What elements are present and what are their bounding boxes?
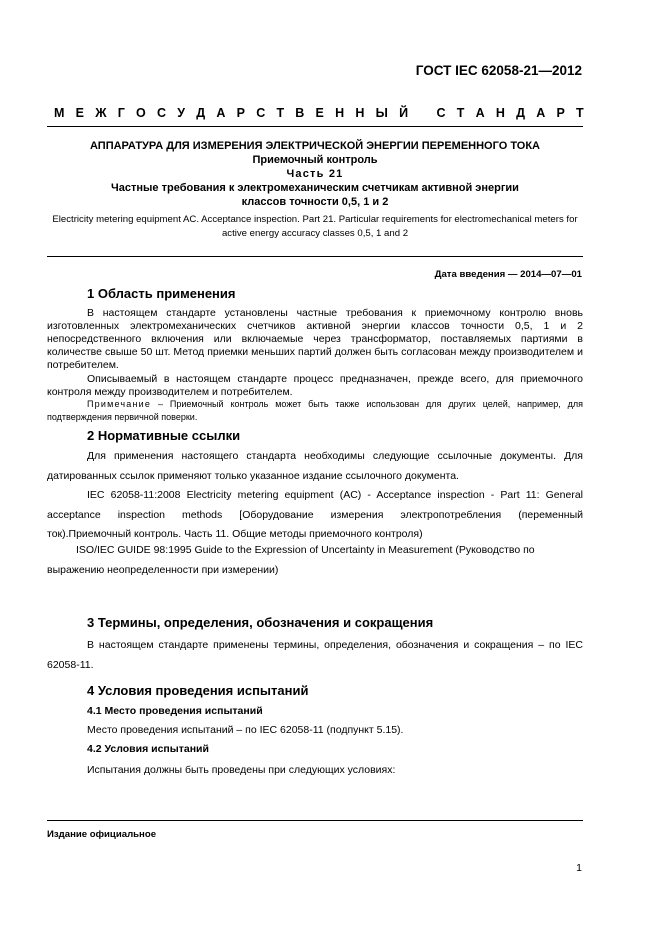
interstate-letter: М bbox=[54, 106, 65, 120]
interstate-letter: Т bbox=[276, 106, 285, 120]
interstate-standard-banner bbox=[54, 106, 584, 120]
reference-iec-62058-11: IEC 62058-11:2008 Electricity metering equipment (AC) - Acceptance inspection - Part 11: General acceptance inspection methods [Оборудование измерения электропотребления (переменный ток).Приемочный контроль. Часть 11. Общие методы приемочного контроля) bbox=[47, 489, 583, 540]
title-line-4: Частные требования к электромеханическим счетчикам активной энергии bbox=[111, 182, 519, 194]
section-1-paragraph-2: Описываемый в настоящем стандарте процесс предназначен, прежде всего, для приемочного контроля между производителем и потребителем. bbox=[47, 373, 583, 398]
title-line-5: классов точности 0,5, 1 и 2 bbox=[241, 196, 389, 208]
interstate-letter: О bbox=[136, 106, 146, 120]
interstate-letter: В bbox=[295, 106, 305, 120]
header-rule bbox=[47, 126, 583, 127]
section-1-note bbox=[47, 398, 583, 423]
interstate-letter: Р bbox=[236, 106, 245, 120]
page-number: 1 bbox=[576, 862, 582, 874]
title-line-2: Приемочный контроль bbox=[252, 154, 378, 166]
english-title: Electricity metering equipment AC. Acceptance inspection. Part 21. Particular requirements for electromechanical meters for active energy accuracy classes 0,5, 1 and 2 bbox=[52, 214, 578, 239]
interstate-letter: Р bbox=[556, 106, 565, 120]
footer-rule bbox=[47, 820, 583, 821]
section-4-heading: 4 Условия проведения испытаний bbox=[87, 683, 309, 698]
subsection-4-1-heading: 4.1 Место проведения испытаний bbox=[87, 705, 263, 717]
interstate-letter: Д bbox=[516, 106, 526, 120]
standard-number: ГОСТ IEC 62058-21—2012 bbox=[415, 63, 582, 78]
interstate-letter: Й bbox=[399, 106, 409, 120]
section-3-paragraph-1: В настоящем стандарте применены термины, определения, обозначения и сокращения – по IEC 62058-11. bbox=[47, 639, 583, 671]
section-2-paragraph-1: Для применения настоящего стандарта необходимы следующие ссылочные документы. Для датированных ссылок применяют только указанное издание ссылочного документа. bbox=[47, 450, 583, 482]
interstate-letter: А bbox=[475, 106, 485, 120]
official-edition-label: Издание официальное bbox=[47, 829, 157, 840]
reference-iso-guide-line-1: ISO/IEC GUIDE 98:1995 Guide to the Expression of Uncertainty in Measurement (Руководство по bbox=[76, 544, 535, 556]
interstate-letter: Т bbox=[456, 106, 465, 120]
section-1-paragraph-1: В настоящем стандарте установлены частные требования к приемочному контролю вновь изготовленных электромеханических счетчиков активной энергии классов точности 0,5, 1 и 2 непосредственного включения или включаемые через трансформатор, поставляемых партиями в количестве свыше 50 шт. Метод приемки меньших партий должен быть согласован между производителем и потребителем. bbox=[47, 307, 583, 371]
interstate-letter: С bbox=[256, 106, 266, 120]
interstate-letter: Е bbox=[315, 106, 324, 120]
interstate-letter: Т bbox=[576, 106, 584, 120]
interstate-letter: Д bbox=[196, 106, 206, 120]
subsection-4-2-text: Испытания должны быть проведены при следующих условиях: bbox=[87, 764, 396, 776]
interstate-letter: А bbox=[216, 106, 226, 120]
interstate-letter: Ы bbox=[375, 106, 388, 120]
section-1-heading: 1 Область применения bbox=[87, 286, 236, 301]
interstate-letter: Н bbox=[495, 106, 505, 120]
reference-iso-guide-line-2: выражению неопределенности при измерении) bbox=[47, 564, 279, 576]
title-line-1: АППАРАТУРА ДЛЯ ИЗМЕРЕНИЯ ЭЛЕКТРИЧЕСКОЙ ЭНЕРГИИ ПЕРЕМЕННОГО ТОКА bbox=[90, 140, 540, 152]
section-3-heading: 3 Термины, определения, обозначения и сокращения bbox=[87, 615, 434, 630]
subsection-4-1-text: Место проведения испытаний – по IEC 62058-11 (подпункт 5.15). bbox=[87, 724, 404, 736]
interstate-letter: Н bbox=[355, 106, 365, 120]
section-2-heading: 2 Нормативные ссылки bbox=[87, 428, 241, 443]
note-text: – Приемочный контроль может быть также использован для других целей, например, для подтверждения первичной поверки. bbox=[47, 399, 583, 422]
title-line-3: Часть 21 bbox=[286, 168, 344, 180]
interstate-letter: А bbox=[536, 106, 546, 120]
title-rule bbox=[47, 256, 583, 257]
interstate-letter: С bbox=[436, 106, 446, 120]
note-label: Примечание bbox=[87, 399, 152, 409]
document-title bbox=[47, 139, 583, 209]
interstate-letter: Н bbox=[335, 106, 345, 120]
interstate-letter: Г bbox=[117, 106, 125, 120]
interstate-letter: Ж bbox=[95, 106, 107, 120]
interstate-letter bbox=[419, 106, 425, 120]
subsection-4-2-heading: 4.2 Условия испытаний bbox=[87, 743, 209, 755]
interstate-letter: С bbox=[157, 106, 167, 120]
interstate-letter: У bbox=[177, 106, 186, 120]
introduction-date: Дата введения — 2014—07—01 bbox=[434, 269, 582, 280]
interstate-letter: Е bbox=[75, 106, 84, 120]
